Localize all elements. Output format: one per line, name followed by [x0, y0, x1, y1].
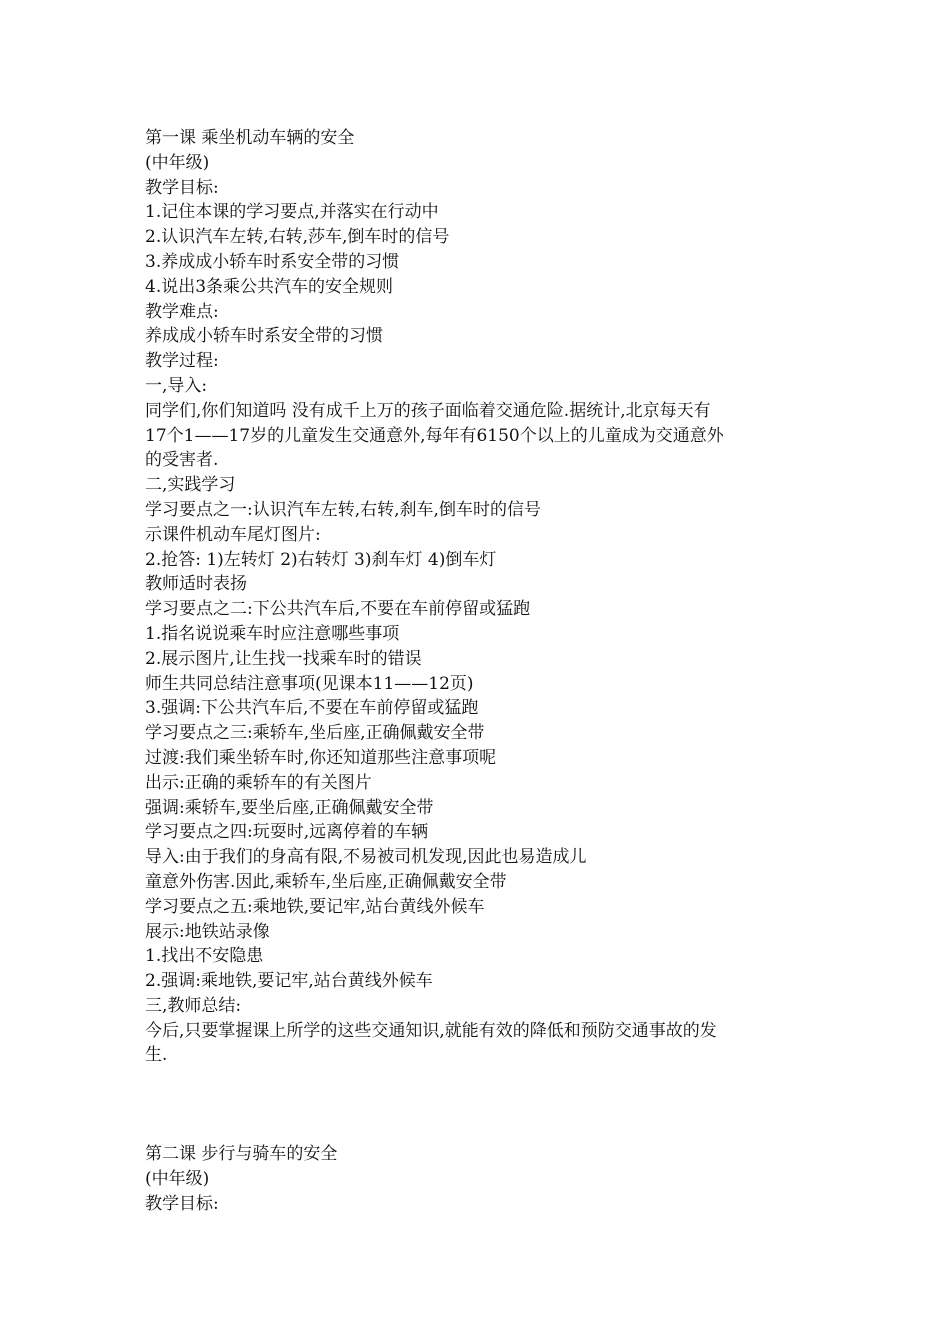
text-line: 1.找出不安隐患 [145, 946, 264, 967]
text-line: 的受害者. [145, 450, 219, 471]
text-line: 展示:地铁站录像 [145, 921, 270, 942]
text-line: 童意外伤害.因此,乘轿车,坐后座,正确佩戴安全带 [145, 871, 507, 892]
text-line: 养成成小轿车时系安全带的习惯 [145, 326, 383, 347]
lesson-title: 第二课 步行与骑车的安全 [145, 1144, 338, 1165]
text-line: 今后,只要掌握课上所学的这些交通知识,就能有效的降低和预防交通事故的发 [145, 1020, 717, 1041]
objective-item: 3.养成成小轿车时系安全带的习惯 [145, 251, 400, 272]
section-heading: 教学难点: [145, 301, 219, 322]
text-line: 示课件机动车尾灯图片: [145, 524, 321, 545]
document-page [145, 126, 825, 1217]
text-line: 2.抢答: 1)左转灯 2)右转灯 3)刹车灯 4)倒车灯 [145, 549, 497, 570]
text-line: 学习要点之四:玩耍时,远离停着的车辆 [145, 822, 429, 843]
section-heading: 教学目标: [145, 1193, 219, 1214]
grade-level: (中年级) [145, 152, 210, 173]
objective-item: 2.认识汽车左转,右转,莎车,倒车时的信号 [145, 227, 450, 248]
text-line: 同学们,你们知道吗 没有成千上万的孩子面临着交通危险.据统计,北京每天有 [145, 400, 711, 421]
lesson-title: 第一课 乘坐机动车辆的安全 [145, 128, 355, 148]
grade-level: (中年级) [145, 1169, 210, 1190]
text-line: 2.强调:乘地铁,要记牢,站台黄线外候车 [145, 971, 433, 992]
lesson-1 [145, 126, 825, 1068]
text-line: 导入:由于我们的身高有限,不易被司机发现,因此也易造成儿 [145, 847, 587, 868]
objective-item: 1.记住本课的学习要点,并落实在行动中 [145, 202, 439, 223]
text-line: 生. [145, 1045, 168, 1066]
lesson-2 [145, 1142, 825, 1216]
text-line: 3.强调:下公共汽车后,不要在车前停留或猛跑 [145, 698, 479, 719]
text-line: 学习要点之一:认识汽车左转,右转,刹车,倒车时的信号 [145, 499, 541, 520]
section-heading: 教学目标: [145, 177, 219, 198]
text-line: 17个1——17岁的儿童发生交通意外,每年有6150个以上的儿童成为交通意外 [145, 425, 724, 446]
text-line: 过渡:我们乘坐轿车时,你还知道那些注意事项呢 [145, 747, 497, 768]
objective-item: 4.说出3条乘公共汽车的安全规则 [145, 276, 394, 297]
text-line: 学习要点之三:乘轿车,坐后座,正确佩戴安全带 [145, 723, 485, 744]
text-line: 学习要点之五:乘地铁,要记牢,站台黄线外候车 [145, 896, 485, 917]
section-heading: 二,实践学习 [145, 475, 236, 496]
section-heading: 一,导入: [145, 375, 208, 396]
text-line: 师生共同总结注意事项(见课本11——12页) [145, 673, 474, 694]
text-line: 2.展示图片,让生找一找乘车时的错误 [145, 648, 422, 669]
lesson-spacer [145, 1068, 825, 1142]
text-line: 学习要点之二:下公共汽车后,不要在车前停留或猛跑 [145, 599, 531, 620]
section-heading: 三,教师总结: [145, 995, 242, 1016]
text-line: 强调:乘轿车,要坐后座,正确佩戴安全带 [145, 797, 434, 818]
text-line: 出示:正确的乘轿车的有关图片 [145, 772, 372, 793]
text-line: 教师适时表扬 [145, 574, 247, 595]
section-heading: 教学过程: [145, 351, 219, 372]
text-line: 1.指名说说乘车时应注意哪些事项 [145, 623, 400, 644]
